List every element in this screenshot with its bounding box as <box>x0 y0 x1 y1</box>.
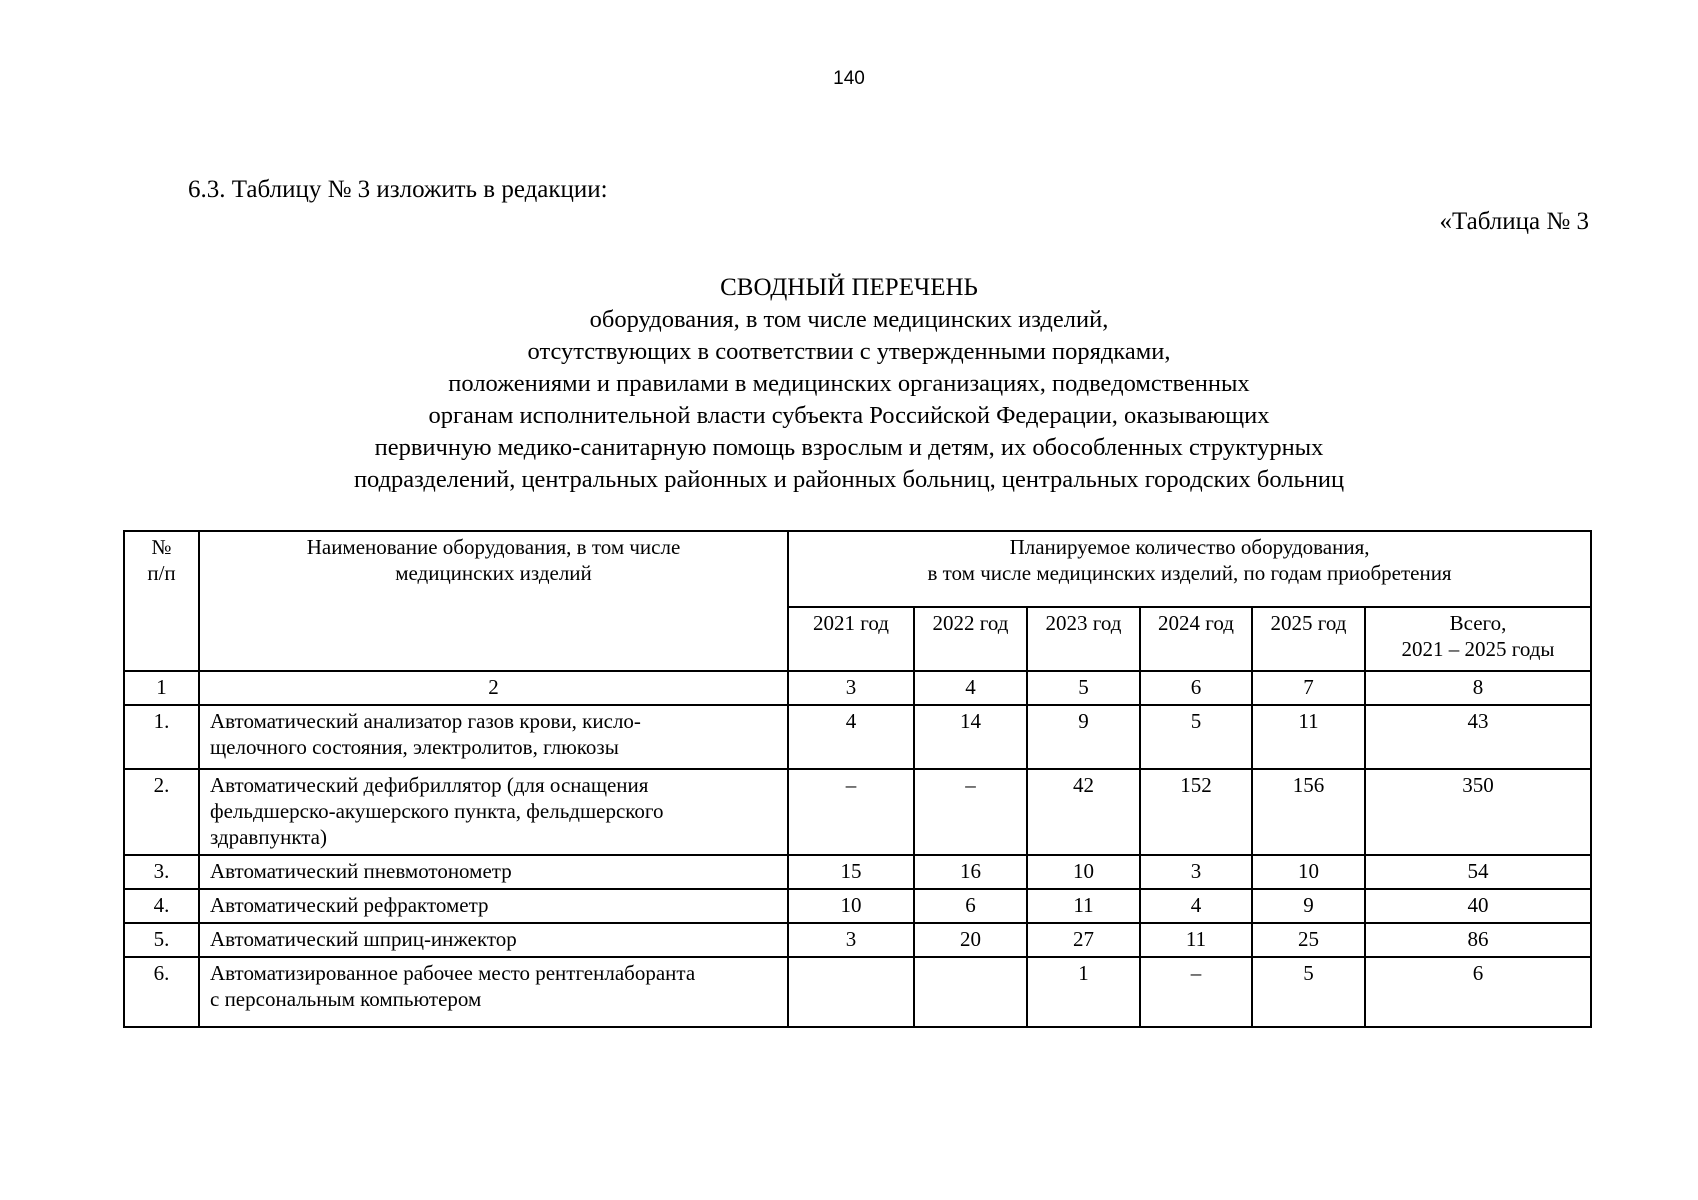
value-2021: 10 <box>788 889 914 923</box>
value-total: 54 <box>1365 855 1591 889</box>
row-number: 2. <box>124 769 199 855</box>
equipment-name-line: Автоматический анализатор газов крови, кисло- <box>210 709 641 733</box>
header-year-cell: 2022 год <box>914 607 1027 671</box>
header-year-cell: 2025 год <box>1252 607 1365 671</box>
subheading-line: оборудования, в том числе медицинских изделий, <box>589 306 1109 333</box>
table-row <box>124 957 1591 1027</box>
equipment-name <box>199 769 788 855</box>
value-2025: 10 <box>1252 855 1365 889</box>
value-2022 <box>914 957 1027 1027</box>
subheading-line: отсутствующих в соответствии с утвержденными порядками, <box>527 338 1171 365</box>
page-number: 140 <box>833 68 865 89</box>
column-number: 1 <box>124 671 199 705</box>
table-row <box>124 923 1591 957</box>
header-name-line: Наименование оборудования, в том числе <box>306 535 681 559</box>
row-number: 5. <box>124 923 199 957</box>
equipment-name-line: Автоматический пневмотонометр <box>210 859 512 883</box>
value-total: 6 <box>1365 957 1591 1027</box>
table-row <box>124 705 1591 769</box>
header-name-cell <box>199 531 788 671</box>
value-2021: 4 <box>788 705 914 769</box>
value-total: 43 <box>1365 705 1591 769</box>
value-2025: 11 <box>1252 705 1365 769</box>
header-row <box>124 531 1591 607</box>
value-2025: 25 <box>1252 923 1365 957</box>
value-2025: 9 <box>1252 889 1365 923</box>
table-row <box>124 769 1591 855</box>
value-2024: – <box>1140 957 1252 1027</box>
equipment-name-line: Автоматический рефрактометр <box>210 893 489 917</box>
equipment-name-line: здравпункта) <box>210 825 327 849</box>
header-planned-cell <box>788 531 1591 607</box>
value-2023: 11 <box>1027 889 1140 923</box>
value-2024: 5 <box>1140 705 1252 769</box>
value-2024: 11 <box>1140 923 1252 957</box>
value-2023: 42 <box>1027 769 1140 855</box>
value-2022: – <box>914 769 1027 855</box>
equipment-name <box>199 957 788 1027</box>
equipment-name-line: фельдшерско-акушерского пункта, фельдшерского <box>210 799 664 823</box>
value-2021: 3 <box>788 923 914 957</box>
value-2024: 3 <box>1140 855 1252 889</box>
value-2023: 9 <box>1027 705 1140 769</box>
title-block <box>0 272 1698 496</box>
value-2021: 15 <box>788 855 914 889</box>
value-2025: 5 <box>1252 957 1365 1027</box>
row-number: 4. <box>124 889 199 923</box>
equipment-name-line: щелочного состояния, электролитов, глюкозы <box>210 735 619 759</box>
column-number: 5 <box>1027 671 1140 705</box>
header-total-cell <box>1365 607 1591 671</box>
equipment-name-line: Автоматический дефибриллятор (для оснащения <box>210 773 649 797</box>
header-planned-line: в том числе медицинских изделий, по годам приобретения <box>927 561 1452 585</box>
value-total: 40 <box>1365 889 1591 923</box>
equipment-table <box>123 530 1592 1028</box>
equipment-name <box>199 923 788 957</box>
value-2023: 27 <box>1027 923 1140 957</box>
value-2025: 156 <box>1252 769 1365 855</box>
header-planned-line: Планируемое количество оборудования, <box>1009 535 1370 559</box>
row-number: 3. <box>124 855 199 889</box>
subheading-line: подразделений, центральных районных и районных больниц, центральных городских больниц <box>353 466 1345 493</box>
equipment-name <box>199 705 788 769</box>
header-num-line: № <box>151 535 172 559</box>
header-year-cell: 2023 год <box>1027 607 1140 671</box>
value-2022: 14 <box>914 705 1027 769</box>
equipment-name-line: Автоматический шприц-инжектор <box>210 927 517 951</box>
header-name-line: медицинских изделий <box>395 561 592 585</box>
table-label: «Таблица № 3 <box>1439 208 1589 235</box>
row-number: 6. <box>124 957 199 1027</box>
header-total-line: 2021 – 2025 годы <box>1401 637 1555 661</box>
header-year-cell: 2024 год <box>1140 607 1252 671</box>
value-2022: 16 <box>914 855 1027 889</box>
header-num-cell <box>124 531 199 671</box>
column-number: 2 <box>199 671 788 705</box>
header-num-line: п/п <box>147 561 176 585</box>
row-number: 1. <box>124 705 199 769</box>
equipment-name <box>199 855 788 889</box>
table-row <box>124 889 1591 923</box>
column-number: 8 <box>1365 671 1591 705</box>
column-number: 4 <box>914 671 1027 705</box>
column-number: 7 <box>1252 671 1365 705</box>
column-number: 6 <box>1140 671 1252 705</box>
instruction-text: 6.3. Таблицу № 3 изложить в редакции: <box>188 176 608 203</box>
subheading-line: положениями и правилами в медицинских организациях, подведомственных <box>448 370 1250 397</box>
value-2021 <box>788 957 914 1027</box>
document-heading: СВОДНЫЙ ПЕРЕЧЕНЬ <box>720 274 978 301</box>
column-number: 3 <box>788 671 914 705</box>
equipment-name-line: с персональным компьютером <box>210 987 482 1011</box>
value-2022: 6 <box>914 889 1027 923</box>
subheading-line: органам исполнительной власти субъекта Российской Федерации, оказывающих <box>428 402 1270 429</box>
table-row <box>124 855 1591 889</box>
value-total: 86 <box>1365 923 1591 957</box>
value-2024: 152 <box>1140 769 1252 855</box>
equipment-name-line: Автоматизированное рабочее место рентгенлаборанта <box>210 961 696 985</box>
header-total-line: Всего, <box>1449 611 1507 635</box>
value-2024: 4 <box>1140 889 1252 923</box>
value-2021: – <box>788 769 914 855</box>
value-total: 350 <box>1365 769 1591 855</box>
subheading-line: первичную медико-санитарную помощь взрослым и детям, их обособленных структурных <box>374 434 1324 461</box>
value-2022: 20 <box>914 923 1027 957</box>
value-2023: 1 <box>1027 957 1140 1027</box>
column-number-row <box>124 671 1591 705</box>
value-2023: 10 <box>1027 855 1140 889</box>
equipment-name <box>199 889 788 923</box>
header-year-cell: 2021 год <box>788 607 914 671</box>
